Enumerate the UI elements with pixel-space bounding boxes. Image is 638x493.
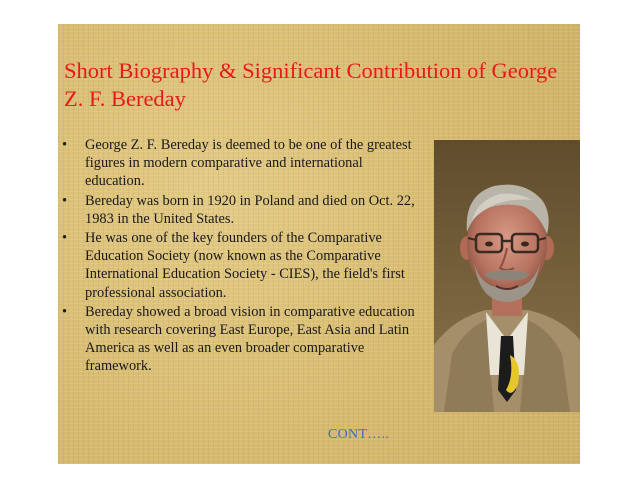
slide-title: Short Biography & Significant Contribution of George Z. F. Bereday [64,58,558,111]
bullet-item [62,303,422,376]
bullet-list [62,136,422,377]
portrait-illustration [434,140,580,412]
bullet-item [62,229,422,302]
bullet-dot-icon: • [62,230,68,247]
bullet-dot-icon: • [62,192,68,209]
bullet-text: George Z. F. Bereday is deemed to be one of the greatest figures in modern comparative and international education. [85,137,412,190]
bullet-text: He was one of the key founders of the Comparative Education Society (now known as the Comparative International Education Society - CIES), the field's first professional association. [85,230,405,301]
bullet-dot-icon: • [62,137,68,153]
bullet-text: Bereday was born in 1920 in Poland and died on Oct. 22, 1983 in the United States. [85,192,415,227]
bullet-text: Bereday showed a broad vision in comparative education with research covering East Europe, East Asia and Latin America as well as an even broader comparative framework. [85,303,415,375]
continue-label: CONT….. [328,427,390,442]
bullet-item [62,192,422,228]
slide [58,24,580,464]
portrait-photo [434,140,580,412]
bullet-dot-icon: • [62,303,68,320]
bullet-item [62,136,422,191]
